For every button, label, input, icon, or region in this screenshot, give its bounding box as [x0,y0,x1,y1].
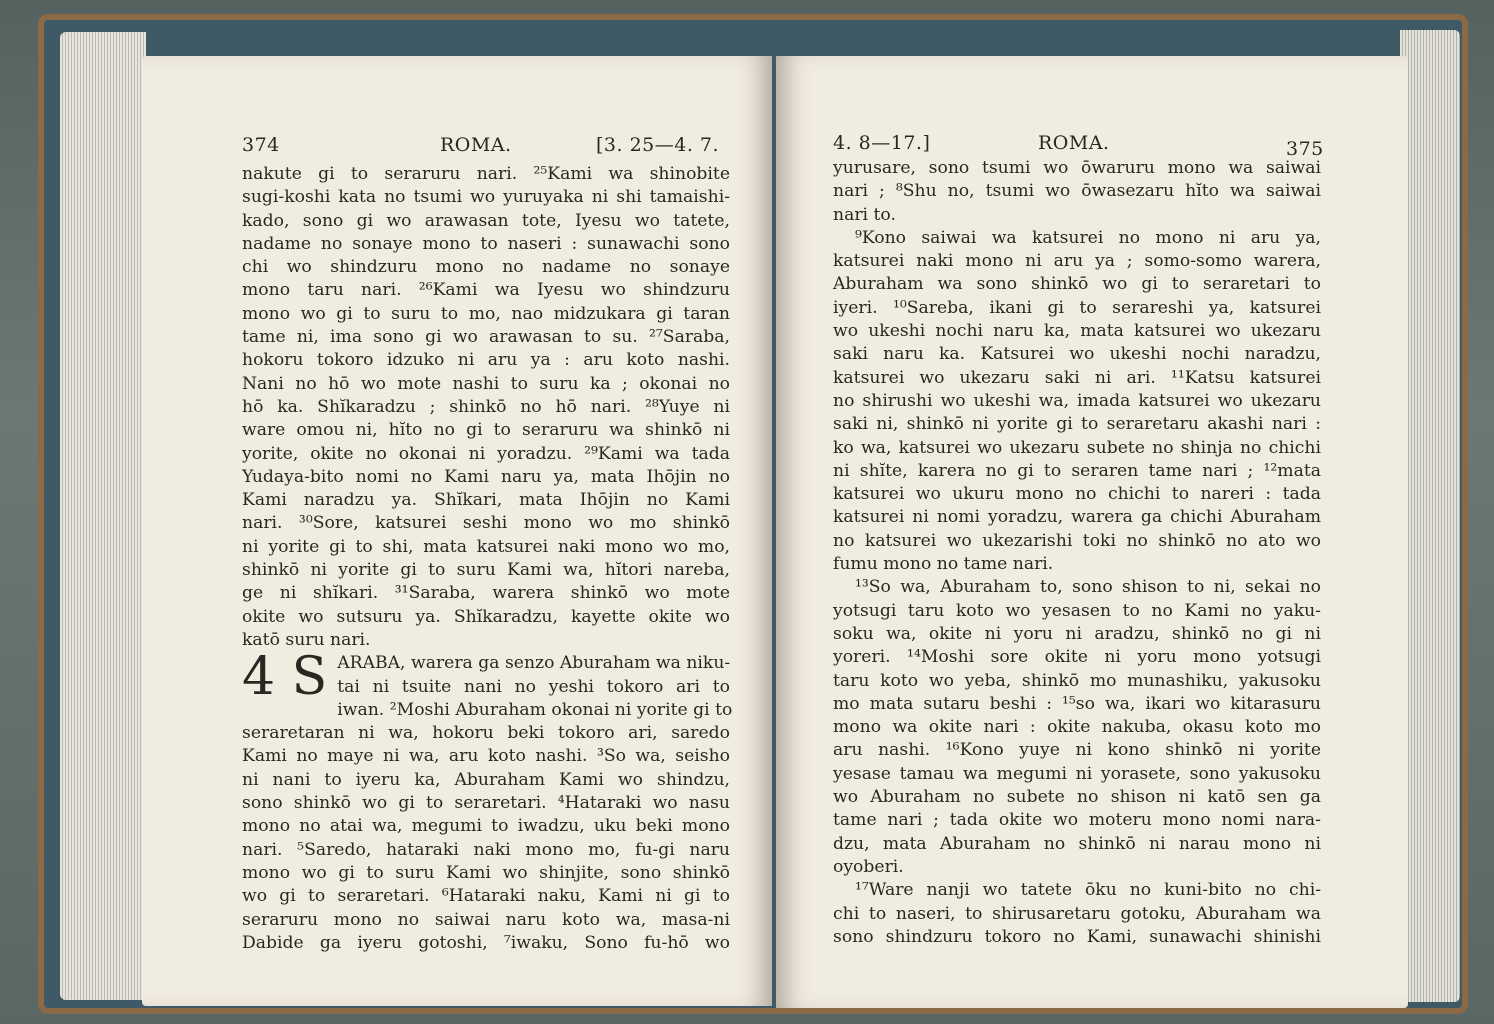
text-line: ko wa, katsurei wo ukezaru subete no shinja no chichi [833,437,1321,458]
text-line: shinkō ni yorite gi to suru Kami wa, hĭtori nareba, [242,560,730,581]
text-line: katō suru nari. [242,629,371,650]
text-line: wo gi to seraretari. ⁶Hataraki naku, Kami ni gi to [242,886,730,907]
text-line: Kami naradzu ya. Shĭkari, mata Ihōjin no Kami [242,490,730,511]
text-line: taru koto wo yeba, shinkō mo munashiku, yakusoku [833,670,1321,691]
drop-cap-letter: S [291,647,328,708]
text-line: okite wo sutsuru ya. Shĭkaradzu, kayette okite wo [242,606,730,627]
text-line: Aburaham wa sono shinkō wo gi to seraretari to [833,274,1321,295]
verse-range: [3. 25—4. 7. [596,134,720,156]
left-page-header [142,134,772,160]
text-line: nari. ³⁰Sore, katsurei seshi mono wo mo shinkō [242,513,730,534]
running-head: ROMA. [440,134,512,156]
text-line: katsurei ni nomi yoradzu, warera ga chichi Aburaham [833,507,1321,528]
page-number: 374 [242,134,280,156]
text-line: katsurei wo ukezaru saki ni ari. ¹¹Katsu katsurei [833,367,1321,388]
chapter-drop-cap [242,647,328,708]
text-line: nari. ⁵Saredo, hataraki naki mono mo, fu-gi naru [242,839,730,860]
text-line: nadame no sonaye mono to naseri : sunawachi sono [242,233,730,254]
text-line: mono wo gi to suru Kami wo shinjite, sono shinkō [242,862,730,883]
text-line: chi wo shindzuru mono no nadame no sonaye [242,257,730,278]
text-line: nari to. [833,204,896,225]
chapter-4-block [242,647,733,955]
text-line: yurusare, sono tsumi wo ōwaruru mono wa saiwai [833,158,1321,178]
text-line: chi to naseri, to shirusaretaru gotoku, Aburaham wa [833,903,1321,924]
text-line: ge ni shĭkari. ³¹Saraba, warera shinkō wo mote [242,583,730,604]
text-line: saki ni, shinkō ni yorite gi to seraretaru akashi nari : [833,414,1321,435]
text-line: ¹⁷Ware nanji wo tatete ōku no kuni-bito no chi- [855,880,1321,901]
text-line: no katsurei wo ukezarishi toki no shinkō no ato wo [833,530,1321,551]
text-line: seraruru mono no saiwai naru koto wa, masa-ni [242,909,730,930]
text-line: wo ukeshi nochi naru ka, mata katsurei wo ukezaru [833,321,1321,342]
left-page-text [242,163,733,955]
text-line: Kami no maye ni wa, aru koto nashi. ³So wa, seisho [242,746,730,767]
right-page-text [833,157,1321,949]
right-page [776,56,1408,1008]
text-line: yotsugi taru koto wo yesasen to no Kami no yaku- [833,600,1321,621]
text-line: hō ka. Shĭkaradzu ; shinkō no hō nari. ²⁸Yuye ni [242,396,730,417]
text-line: ni shĭte, karera no gi to seraren tame nari ; ¹²mata [833,460,1321,481]
text-line: oyoberi. [833,856,904,877]
text-line: ni nani to iyeru ka, Aburaham Kami wo shindzu, [242,769,730,790]
text-line: mo mata sutaru beshi : ¹⁵so wa, ikari wo kitarasuru [833,693,1321,714]
text-line: iyeri. ¹⁰Sareba, ikani gi to serareshi ya, katsurei [833,297,1321,318]
text-line: katsurei naki mono ni aru ya ; somo-somo warera, [833,251,1321,272]
text-line: saki naru ka. Katsurei wo ukeshi nochi naradzu, [833,344,1321,365]
right-page-edges [1400,30,1460,1002]
text-line: katsurei wo ukuru mono no chichi to nareri : tada [833,484,1321,505]
text-line: ware omou ni, hĭto no gi to seraruru wa shinkō ni [242,420,730,441]
text-line: tame nari ; tada okite wo moteru mono nomi nara- [833,810,1321,831]
text-line: soku wa, okite ni yoru ni aradzu, shinkō no gi ni [833,623,1321,644]
text-line: Yudaya-bito nomi no Kami naru ya, mata Ihōjin no [242,466,730,487]
text-line: seraretaran ni wa, hokoru beki tokoro ari, saredo [242,723,730,744]
spacer [275,647,292,707]
text-line: ⁹Kono saiwai wa katsurei no mono ni aru ya, [855,227,1321,248]
verse-range: 4. 8—17.] [833,132,931,154]
text-line: aru nashi. ¹⁶Kono yuye ni kono shinkō ni yorite [833,740,1321,761]
text-line: mono wo gi to suru to mo, nao midzukara gi taran [242,303,730,324]
text-line: mono taru nari. ²⁶Kami wa Iyesu wo shindzuru [242,280,730,301]
left-page [142,56,772,1006]
text-line: ARABA, warera ga senzo Aburaham wa niku- [337,653,731,674]
text-line: mono no atai wa, megumi to iwadzu, uku beki mono [242,816,730,837]
text-line: wo Aburaham no subete no shison ni katō sen ga [833,787,1321,808]
text-line: yoreri. ¹⁴Moshi sore okite ni yoru mono yotsugi [833,647,1321,668]
text-line: tai ni tsuite nani no yeshi tokoro ari to [337,676,730,697]
text-line: sono shinkō wo gi to seraretari. ⁴Hataraki wo nasu [242,793,730,814]
text-line: nari ; ⁸Shu no, tsumi wo ōwasezaru hĭto wa saiwai [833,181,1321,202]
text-line: yesase tamau wa megumi ni yorasete, sono yakusoku [833,763,1321,784]
running-head: ROMA. [1038,132,1110,154]
text-line: sugi-koshi kata no tsumi wo yuruyaka ni shi tamaishi- [242,187,730,208]
text-line: ¹³So wa, Aburaham to, sono shison to ni, sekai no [855,577,1321,598]
text-line: no shirushi wo ukeshi wa, imada katsurei wo ukezaru [833,390,1321,411]
right-page-header [776,132,1408,158]
text-line: ni yorite gi to shi, mata katsurei naki mono wo mo, [242,536,730,557]
text-line: kado, sono gi wo arawasan tote, Iyesu wo tatete, [242,210,730,231]
text-line: hokoru tokoro idzuko ni aru ya : aru koto nashi. [242,350,730,371]
left-page-edges [60,32,146,1000]
text-line: mono wa okite nari : okite nakuba, okasu koto mo [833,717,1321,738]
text-line: Nani no hō wo mote nashi to suru ka ; okonai no [242,373,730,394]
text-line: yorite, okite no okonai ni yoradzu. ²⁹Kami wa tada [242,443,730,464]
text-line: nakute gi to seraruru nari. ²⁵Kami wa shinobite [242,164,730,184]
text-line: dzu, mata Aburaham no shinkō ni narau mono ni [833,833,1321,854]
text-line: Dabide ga iyeru gotoshi, ⁷iwaku, Sono fu-hō wo [242,932,730,953]
text-line: tame ni, ima sono gi wo arawasan to su. ²⁷Saraba, [242,327,730,348]
text-line: iwan. ²Moshi Aburaham okonai ni yorite gi to [337,699,733,720]
text-line: fumu mono no tame nari. [833,554,1054,575]
chapter-number: 4 [242,647,276,708]
text-line: sono shindzuru tokoro no Kami, sunawachi shinishi [833,926,1321,947]
page-number: 375 [1286,138,1324,160]
